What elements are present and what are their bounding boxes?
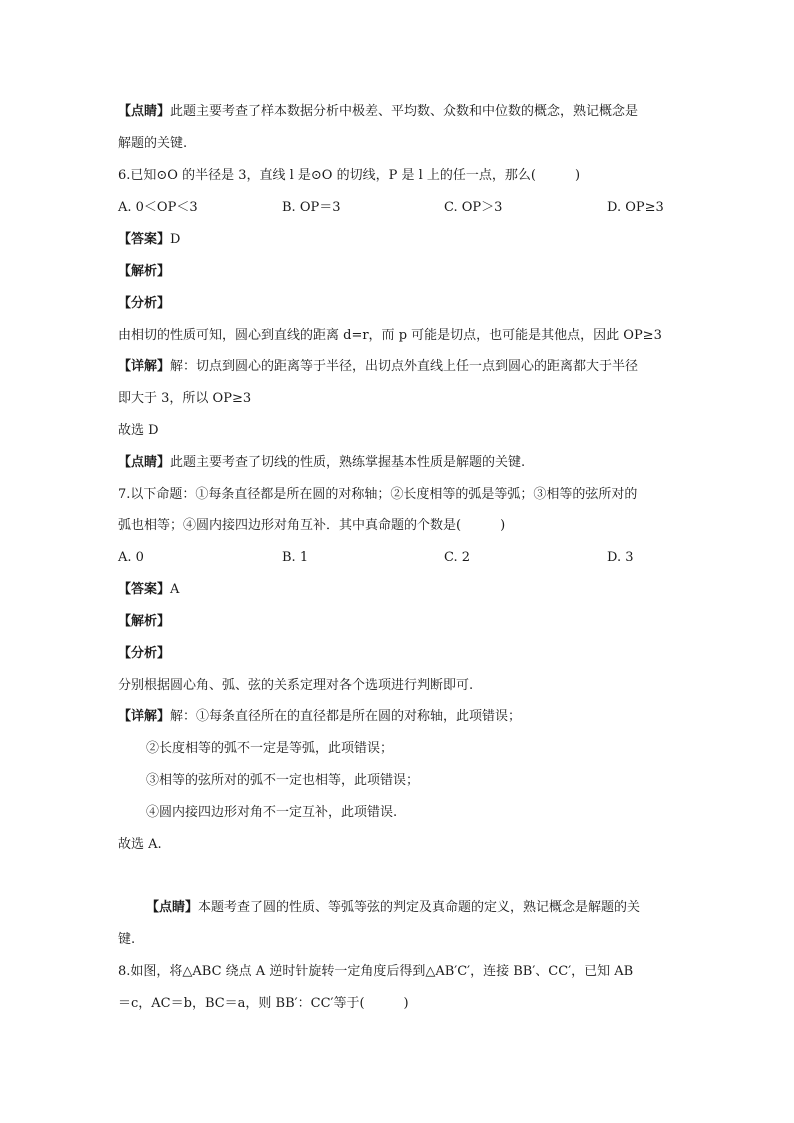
q7-detail-line-3: ③相等的弦所对的弧不一定也相等，此项错误； [146,773,420,788]
q7-option-a: A. 0 [118,550,144,565]
q6-detail-line-1 [118,358,638,376]
q6-option-d: D. OP≥3 [607,200,664,215]
q6-note-tag: 【点睛】 [118,455,171,470]
q7-option-c: C. 2 [444,550,471,565]
q6-answer-value: D [170,232,181,247]
q7-fenxi-tag: 【分析】 [118,646,171,661]
q7-fenxi-text: 分别根据圆心角、弧、弦的关系定理对各个选项进行判断即可. [118,678,474,693]
q6-fenxi-tag: 【分析】 [118,296,171,311]
q7-analysis-tag: 【解析】 [118,614,171,629]
q6-detail-line-2: 即大于 3，所以 OP≥3 [118,391,252,406]
q6-analysis-tag: 【解析】 [118,264,171,279]
q6-detail-text: 解：切点到圆心的距离等于半径，出切点外直线上任一点到圆心的距离都大于半径 [170,359,639,374]
q8-stem-line-1: 8.如图，将△ABC 绕点 A 逆时针旋转一定角度后得到△AB′C′，连接 BB′、CC′，已知 AB [118,964,634,979]
q7-detail-text: 解：①每条直径所在的直径都是所在圆的对称轴，此项错误； [170,709,522,724]
q6-answer [118,231,180,249]
q7-stem-line-1: 7.以下命题：①每条直径都是所在圆的对称轴；②长度相等的弧是等弧；③相等的弦所对的 [118,487,638,502]
q6-fenxi-text: 由相切的性质可知，圆心到直线的距离 d=r，而 p 可能是切点，也可能是其他点，因此 OP≥3 [118,328,662,343]
q6-option-a: A. 0＜OP＜3 [118,200,198,215]
q7-stem-line-2: 弧也相等；④圆内接四边形对角互补．其中真命题的个数是( ) [118,518,506,533]
q7-note-line-2: 键. [118,932,136,947]
q6-note-text: 此题主要考查了切线的性质，熟练掌握基本性质是解题的关键. [170,455,526,470]
q7-note-text: 本题考查了圆的性质、等弧等弦的判定及真命题的定义，熟记概念是解题的关 [198,900,641,915]
q6-option-c: C. OP＞3 [444,200,503,215]
q6-stem: 6.已知⊙O 的半径是 3，直线 l 是⊙O 的切线，P 是 l 上的任一点，那么( ) [118,168,581,183]
q7-answer [118,581,179,599]
q6-choose: 故选 D [118,423,159,438]
q7-detail-tag: 【详解】 [118,709,171,724]
q6-answer-tag: 【答案】 [118,232,171,247]
q6-detail-tag: 【详解】 [118,359,171,374]
q7-detail-line-2: ②长度相等的弧不一定是等弧，此项错误； [146,741,394,756]
q7-detail-line-4: ④圆内接四边形对角不一定互补，此项错误. [146,805,398,820]
q6-note [118,454,525,472]
q7-detail-line-1 [118,708,521,726]
q6-option-b: B. OP＝3 [282,200,341,215]
q7-answer-value: A [170,582,180,597]
q7-option-d: D. 3 [607,550,634,565]
q5-note-text: 此题主要考查了样本数据分析中极差、平均数、众数和中位数的概念，熟记概念是 [170,104,639,119]
q5-note-line-1 [118,103,638,121]
q7-note-tag: 【点睛】 [146,900,199,915]
q5-note-line-2: 解题的关键. [118,136,188,151]
q7-note-line-1 [146,899,640,917]
q7-choose: 故选 A. [118,837,162,852]
q5-note-tag: 【点睛】 [118,104,171,119]
q7-answer-tag: 【答案】 [118,582,171,597]
q7-option-b: B. 1 [282,550,309,565]
q8-stem-line-2: ＝c，AC＝b，BC＝a，则 BB′：CC′等于( ) [118,996,409,1011]
